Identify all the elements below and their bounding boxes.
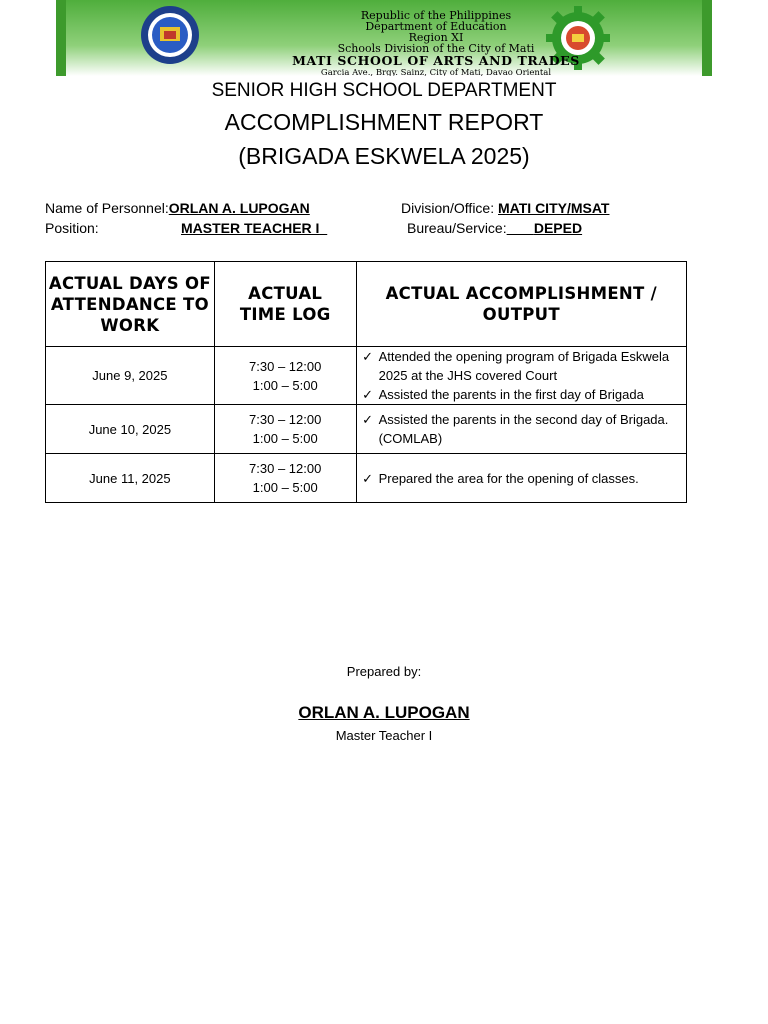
header-department: Department of Education	[365, 20, 507, 33]
header-school-name: MATI SCHOOL OF ARTS AND TRADES	[292, 53, 580, 68]
header-time-log: ACTUAL TIME LOG	[214, 262, 356, 347]
header-days: ACTUAL DAYS OF ATTENDANCE TO WORK	[46, 262, 215, 347]
row-date: June 9, 2025	[46, 347, 215, 405]
header-accomplishment: ACTUAL ACCOMPLISHMENT / OUTPUT	[356, 262, 686, 347]
check-icon: ✓	[362, 349, 374, 364]
header-republic: Republic of the Philippines	[360, 9, 512, 22]
header-division: Schools Division of the City of Mati	[337, 42, 535, 55]
name-of-personnel	[45, 200, 310, 216]
row-time-log	[214, 454, 356, 503]
table-row	[46, 454, 687, 503]
event-title: (BRIGADA ESKWELA 2025)	[238, 143, 530, 169]
division-label: Division/Office:	[401, 200, 495, 216]
list-item: ✓ Assisted the parents in the second day of Brigada. (COMLAB)	[357, 410, 686, 448]
accomplishment-table	[45, 261, 687, 503]
position-value	[181, 220, 327, 236]
table-row	[46, 405, 687, 454]
deped-seal-icon	[140, 5, 200, 65]
signer-position: Master Teacher I	[335, 728, 433, 743]
row-time-log	[214, 405, 356, 454]
bureau-value: DEPED	[533, 220, 583, 236]
row-accomplishment	[356, 454, 686, 503]
row-accomplishment	[356, 347, 686, 405]
bureau-label: Bureau/Service:	[407, 220, 507, 236]
time-pm: 1:00 – 5:00	[252, 480, 318, 495]
time-am: 7:30 – 12:00	[249, 461, 322, 476]
time-am: 7:30 – 12:00	[249, 358, 322, 374]
check-icon: ✓	[362, 470, 374, 486]
header-address: Garcia Ave., Brgy. Sainz, City of Mati, Davao Oriental	[320, 68, 552, 76]
position-label: Position:	[45, 220, 99, 236]
letterhead-text	[206, 10, 666, 76]
prepared-by-label: Prepared by:	[346, 664, 422, 679]
name-value: ORLAN A. LUPOGAN	[168, 200, 310, 216]
row-time-log	[214, 347, 356, 405]
division-value: MATI CITY/MSAT	[498, 200, 610, 216]
row-date: June 10, 2025	[46, 405, 215, 454]
header-region: Region XI	[408, 31, 464, 44]
row-date: June 11, 2025	[46, 454, 215, 503]
position-text: MASTER TEACHER I	[181, 220, 320, 236]
signer-name: ORLAN A. LUPOGAN	[298, 703, 470, 722]
division-office	[401, 200, 609, 216]
bureau-service	[407, 220, 582, 236]
letterhead	[56, 0, 712, 76]
name-label: Name of Personnel:	[45, 200, 169, 216]
list-item: ✓ Assisted the parents in the first day of Brigada	[357, 385, 686, 404]
row-accomplishment	[356, 405, 686, 454]
table-row	[46, 347, 687, 405]
check-icon: ✓	[362, 387, 374, 402]
report-title: ACCOMPLISHMENT REPORT	[224, 109, 544, 135]
time-pm: 1:00 – 5:00	[252, 377, 318, 393]
list-item: ✓ Prepared the area for the opening of classes.	[357, 469, 686, 488]
list-item: ✓ Attended the opening program of Brigada Eskwela 2025 at the JHS covered Court	[357, 347, 686, 385]
check-icon: ✓	[362, 412, 374, 427]
table-header-row	[46, 262, 687, 347]
time-am: 7:30 – 12:00	[249, 412, 322, 427]
time-pm: 1:00 – 5:00	[252, 431, 318, 446]
department-title: SENIOR HIGH SCHOOL DEPARTMENT	[211, 80, 557, 101]
